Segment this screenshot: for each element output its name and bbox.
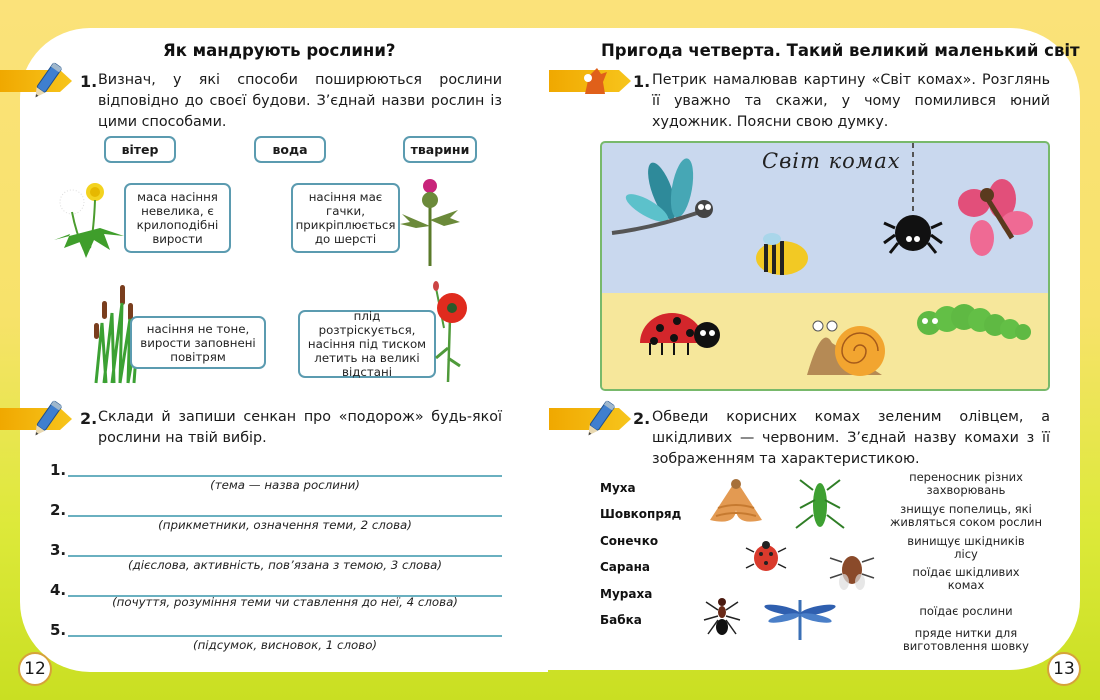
task1-instruction: Визнач, у які способи поширюються рослини відповідно до своєї будови. З’єднай назви рослин із цими способами. (98, 72, 502, 130)
characteristic-4[interactable]: поїдає шкідливих комах (912, 565, 1020, 592)
task2-instruction-right: Обведи корисних комах зеленим олівцем, а шкідливих — червоним. З’єднай назву комахи з її зображенням та характеристикою. (652, 409, 1050, 467)
dandelion-image[interactable] (50, 178, 130, 264)
pencil-icon (30, 60, 64, 102)
characteristic-6[interactable]: пряде нитки для виготовлення шовку (903, 626, 1029, 653)
dragonfly-image (764, 600, 837, 640)
ladybug-image (746, 541, 786, 571)
description-box-2[interactable]: насіння має гачки, прикріплюється до шерсті (291, 183, 400, 253)
thistle-image[interactable] (396, 176, 464, 268)
cinquain-line-3[interactable] (50, 541, 502, 577)
insect-images (700, 470, 880, 650)
task1-instruction-right: Петрик намалював картину «Світ комах». Розглянь її уважно та скажи, у чому помилився юний художник. Поясни свою думку. (652, 72, 1050, 130)
characteristic-5[interactable]: поїдає рослини (919, 604, 1013, 618)
line-number: 2. (50, 501, 67, 519)
characteristic-3[interactable]: винищує шкідників лісу (907, 534, 1025, 561)
page-number-left: 12 (18, 652, 52, 686)
description-box-1[interactable]: маса насіння невелика, є крилоподібні вирости (124, 183, 231, 253)
right-page-title: Пригода четверта. Такий великий маленький світ (601, 41, 1080, 60)
line-hint: (прикметники, означення теми, 2 слова) (158, 518, 412, 532)
category-water[interactable]: вода (254, 136, 326, 163)
page-number-right: 13 (1047, 652, 1081, 686)
picture-caption: Світ комах (762, 149, 901, 173)
pencil-icon (30, 398, 64, 440)
task2-instruction: Склади й запиши сенкан про «подорож» будь-якої рослини на твій вибір. (98, 409, 502, 446)
answer-line[interactable] (68, 635, 502, 637)
locust-image (796, 480, 844, 528)
task-number: 1. (633, 72, 651, 91)
line-hint: (підсумок, висновок, 1 слово) (192, 638, 378, 652)
insect-world-picture[interactable] (600, 141, 1050, 391)
cinquain-line-1[interactable] (50, 461, 502, 497)
line-number: 5. (50, 621, 67, 639)
cinquain-line-2[interactable] (50, 501, 502, 537)
task-number: 2. (633, 409, 651, 428)
task-marker-pencil-2 (0, 402, 72, 436)
answer-line[interactable] (68, 515, 502, 517)
task-marker-pencil-3 (549, 402, 631, 436)
insect-name-dragonfly[interactable]: Бабка (600, 613, 642, 627)
poppy-image[interactable] (428, 278, 472, 384)
insect-name-silkworm[interactable]: Шовкопряд (600, 507, 682, 521)
description-box-3[interactable]: насіння не тоне, вирости заповнені повітрям (130, 316, 266, 369)
left-page-title: Як мандрують рослини? (163, 41, 396, 60)
answer-line[interactable] (68, 555, 502, 557)
ant-image (704, 598, 740, 635)
task-marker-fox (549, 64, 631, 98)
category-wind[interactable]: вітер (104, 136, 176, 163)
insect-name-ladybug[interactable]: Сонечко (600, 534, 659, 548)
insect-name-ant[interactable]: Мураха (600, 587, 653, 601)
task-number: 1. (80, 72, 98, 91)
moth-image (710, 479, 762, 522)
cinquain-line-4[interactable] (50, 581, 502, 617)
fly-image (830, 556, 874, 590)
description-box-4[interactable]: плід розтріскується, насіння під тиском летить на великі відстані (298, 310, 436, 378)
answer-line[interactable] (68, 475, 502, 477)
characteristic-1[interactable]: переносник різних захворювань (909, 470, 1023, 497)
insect-name-locust[interactable]: Сарана (600, 560, 650, 574)
line-hint: (тема — назва рослини) (210, 478, 360, 492)
fox-icon (579, 64, 613, 98)
task-number: 2. (80, 409, 98, 428)
pencil-icon (583, 398, 617, 440)
task-marker-pencil (0, 64, 72, 98)
category-animals[interactable]: тварини (403, 136, 477, 163)
dragonfly-drawing (612, 157, 713, 233)
cinquain-line-5[interactable] (50, 621, 502, 657)
insect-name-fly[interactable]: Муха (600, 481, 636, 495)
line-hint: (почуття, розуміння теми чи ставлення до неї, 4 слова) (112, 595, 458, 609)
line-number: 4. (50, 581, 67, 599)
picture-illustrations (602, 143, 1050, 391)
line-number: 3. (50, 541, 67, 559)
characteristic-2[interactable]: знищує попелиць, які живляться соком рослин (890, 502, 1042, 529)
line-hint: (дієслова, активність, пов’язана з темою, 3 слова) (128, 558, 442, 572)
line-number: 1. (50, 461, 67, 479)
